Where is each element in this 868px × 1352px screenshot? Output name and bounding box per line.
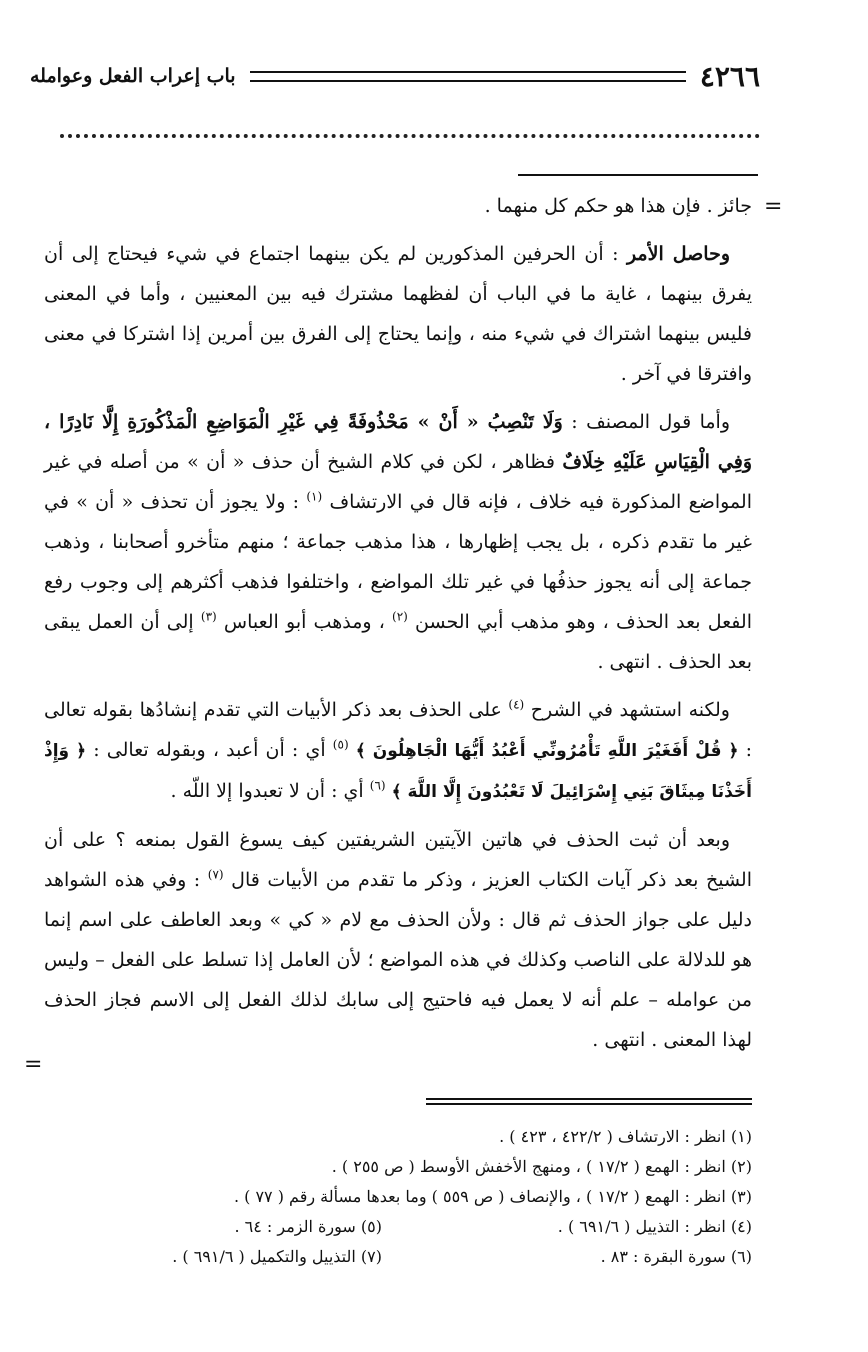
footnote-ref-4[interactable]: (٤) [508, 697, 525, 712]
header-double-rule [250, 71, 686, 82]
footnote-2: (٢) انظر : الهمع ( ١٧/٢ ) ، ومنهج الأخفش الأوسط ( ص ٢٥٥ ) . [331, 1157, 752, 1176]
continuation-rule [518, 174, 758, 176]
footnote-1: (١) انظر : الارتشاف ( ٤٢٢/٢ ، ٤٢٣ ) . [499, 1127, 752, 1146]
continuation-mark-bottom: = [24, 1052, 43, 1077]
dotted-separator [60, 134, 760, 138]
footnote-7: (٧) التذييل والتكميل ( ٦٩١/٦ ) . [172, 1247, 382, 1266]
footnote-separator [426, 1098, 752, 1105]
quran-verse-2: ﴿ وَإِذْ أَخَذْنَا مِيثَاقَ بَنِي إِسْرَائِيلَ لَا تَعْبُدُونَ إِلَّا اللَّهَ ﴾ [44, 741, 752, 802]
paragraph-4 [44, 690, 752, 812]
paragraph-text: إلى أن العمل يبقى بعد الحذف . انتهى . [44, 611, 752, 673]
paragraph-text: أي : أن لا تعبدوا إلا اللّه . [170, 780, 364, 802]
main-text [44, 186, 752, 1068]
paragraph-1 [44, 186, 752, 226]
footnote-row [44, 1212, 752, 1242]
paragraph-text: وأما قول المصنف : [571, 411, 730, 433]
paragraph-text: جائز . فإن هذا هو حكم كل منهما . [484, 195, 752, 217]
footnote-6: (٦) سورة البقرة : ٨٣ . [600, 1247, 752, 1266]
footnotes [44, 1122, 752, 1272]
paragraph-text: وبعد أن ثبت الحذف في هاتين الآيتين الشريفتين كيف يسوغ القول بمنعه ؟ على أن الشيخ بعد ذكر آيات الكتاب العزيز ، وذكر ما تقدم من الأبيات قال [44, 829, 752, 891]
paragraph-text: على الحذف بعد ذكر الأبيات التي تقدم إنشادُها بقوله تعالى : [44, 699, 753, 761]
continuation-mark-top: = [764, 194, 783, 219]
paragraph-text: ، ومذهب أبو العباس [223, 611, 385, 633]
footnote-ref-6[interactable]: (٦) [369, 778, 386, 793]
paragraph-2 [44, 234, 752, 394]
footnote-ref-7[interactable]: (٧) [207, 867, 224, 882]
footnote-4: (٤) انظر : التذييل ( ٦٩١/٦ ) . [557, 1217, 752, 1236]
paragraph-text: : أن الحرفين المذكورين لم يكن بينهما اجتماع في شيء فيحتاج إلى أن يفرق بينهما ، غاية ما في الباب أن لفظهما مشترك فيه بين المعنيين ، وأما في المعنى فليس بينهما اشتراك في شيء منه ، وإنما يحتاج إلى الفرق بين أمرين إذا اشتركا في معنى وافترقا في آخر . [44, 243, 752, 385]
paragraph-text: : ولا يجوز أن تحذف « أن » في غير ما تقدم ذكره ، بل يجب إظهارها ، هذا مذهب جماعة ؛ منهم متأخرو أصحابنا ، وذهب جماعة إلى أنه يجوز حذفُها في غير تلك المواضع ، واختلفوا فذهب أكثرهم إلى وجوب رفع الفعل بعد الحذف ، وهو مذهب أبي الحسن [44, 491, 752, 633]
footnote-ref-2[interactable]: (٢) [392, 609, 408, 624]
chapter-title: باب إعراب الفعل وعوامله [30, 65, 236, 87]
footnote-3: (٣) انظر : الهمع ( ١٧/٢ ) ، والإنصاف ( ص ٥٥٩ ) وما بعدها مسألة رقم ( ٧٧ ) . [233, 1187, 752, 1206]
paragraph-5 [44, 820, 752, 1060]
quran-verse-1: ﴿ قُلْ أَفَغَيْرَ اللَّهِ تَأْمُرُونِّي أَعْبُدُ أَيُّهَا الْجَاهِلُونَ ﴾ [355, 741, 739, 761]
footnote-ref-5[interactable]: (٥) [332, 737, 349, 752]
paragraph-text: فظاهر ، لكن في كلام الشيخ أن حذف « أن » من أصله في غير المواضع المذكورة فيه خلاف ، فإنه قال في الارتشاف [44, 451, 752, 513]
footnote-ref-3[interactable]: (٣) [200, 609, 217, 624]
paragraph-text: ولكنه استشهد في الشرح [530, 699, 730, 721]
author-quote: وَلَا تَنْصِبُ « أَنْ » مَحْذُوفَةً فِي غَيْرِ الْمَوَاضِعِ الْمَذْكُورَةِ إِلَّا نَادِرًا ، وَفِي الْقِيَاسِ عَلَيْهِ خِلَافٌ [44, 411, 752, 473]
paragraph-text: : وفي هذه الشواهد دليل على جواز الحذف ثم قال : ولأن الحذف مع لام « كي » وبعد العاطف على اسم إنما هو للدلالة على الناصب وكذلك في هذه المواضع ؛ لأن العامل إذا تسلط على الفعل – وليس من عوامله – علم أنه لا يعمل فيه فاحتيج إلى سابك لذلك الفعل إلى الاسم فجاز الحذف لهذا المعنى . انتهى . [44, 869, 752, 1051]
footnote-5: (٥) سورة الزمر : ٦٤ . [234, 1217, 382, 1236]
paragraph-text: أي : أن أعبد ، وبقوله تعالى : [93, 739, 326, 761]
footnote-row [44, 1242, 752, 1272]
running-header [30, 56, 760, 96]
paragraph-3 [44, 402, 752, 682]
footnote-ref-1[interactable]: (١) [306, 489, 323, 504]
lead-phrase: وحاصل الأمر [626, 243, 730, 265]
page-number: ٤٢٦٦ [699, 59, 760, 93]
